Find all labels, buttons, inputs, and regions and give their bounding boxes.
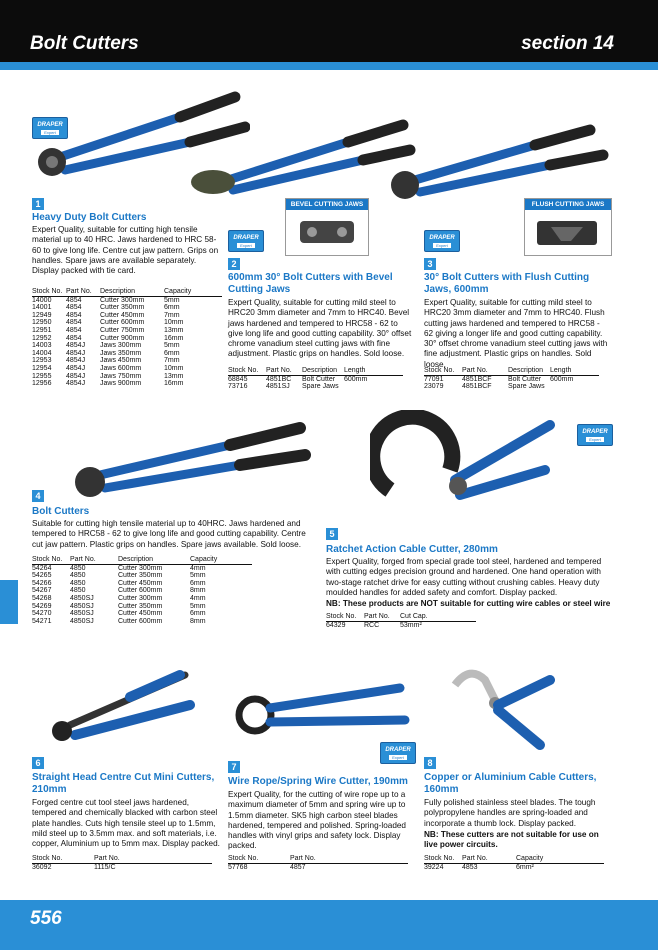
- section-label: section 14: [521, 33, 614, 54]
- table-row: 39224 4853 6mm²: [424, 863, 534, 871]
- table-row: 12955 4854J Jaws 750mm 13mm: [32, 372, 184, 380]
- table-row: 12954 4854J Jaws 600mm 10mm: [32, 364, 184, 372]
- product-title: Wire Rope/Spring Wire Cutter, 190mm: [228, 776, 408, 787]
- page-footer: [0, 900, 658, 950]
- table-row: 77091 4851BCF Bolt Cutter 600mm: [424, 375, 574, 383]
- table-row: 12952 4854 Cutter 900mm 16mm: [32, 334, 184, 342]
- brand-logo: DRAPER Expert: [380, 742, 416, 764]
- table-row: 54269 4850SJ Cutter 350mm 5mm: [32, 602, 206, 610]
- product-description: Suitable for cutting high tensile material up to 40HRC. Jaws hardened and tempered to HRC58 - 62 to give long life and good cutting capability. Centre cut jaw pattern. Plastic grips on handles. Spare jaws available. Sold loose.: [32, 519, 306, 549]
- product-table: [424, 367, 599, 391]
- table-row: 54267 4850 Cutter 600mm 8mm: [32, 587, 206, 595]
- product-title: Bolt Cutters: [32, 506, 90, 517]
- table-header-row: Stock No. Part No. Description Length: [228, 367, 403, 375]
- product-table: [228, 367, 403, 391]
- wire-rope-cutter-image: [225, 670, 415, 750]
- table-row: 54265 4850 Cutter 350mm 5mm: [32, 572, 206, 580]
- bevel-jaws-inset: [285, 198, 369, 256]
- bolt-cutter-image: [60, 410, 320, 500]
- product-number: 8: [424, 757, 436, 769]
- table-row: 68845 4851BC Bolt Cutter 600mm: [228, 375, 368, 383]
- table-row: 14003 4854J Jaws 300mm 5mm: [32, 342, 180, 350]
- product-number: 2: [228, 258, 240, 270]
- brand-logo: DRAPER Expert: [32, 117, 68, 139]
- product-number: 6: [32, 757, 44, 769]
- product-table: [326, 613, 476, 629]
- product-title: 600mm 30° Bolt Cutters with Bevel Cutting Jaws: [228, 272, 393, 295]
- table-header-row: Stock No. Part No.: [32, 855, 212, 863]
- flush-jaws-image: [531, 213, 605, 251]
- table-row: 54268 4850SJ Cutter 300mm 4mm: [32, 594, 206, 602]
- product-table: [32, 855, 212, 871]
- table-row: 73716 4851SJ Spare Jaws: [228, 383, 339, 391]
- table-row: 57768 4857: [228, 863, 306, 871]
- product-note: NB: These cutters are not suitable for use on live power circuits.: [424, 830, 599, 850]
- table-row: 14000 4854 Cutter 300mm 5mm: [32, 296, 180, 304]
- table-row: 23079 4851BCF Spare Jaws: [424, 383, 545, 391]
- brand-logo: DRAPER Expert: [228, 230, 264, 252]
- product-description: Expert Quality, for the cutting of wire rope up to a maximum diameter of 5mm and spring wire up to 1.5mm diameter. SK5 high carbon steel blades hardened, tempered and polished. Spring-loaded handles with vinyl grips and safety lock. Display packed.: [228, 790, 406, 851]
- table-row: 12953 4854J Jaws 450mm 7mm: [32, 357, 180, 365]
- table-row: 14004 4854J Jaws 350mm 6mm: [32, 349, 180, 357]
- product-description: Expert Quality, forged from special grade tool steel, hardened and tempered with cutting edges precision ground and hardened. One hand operation with two-stage ratchet drive for easy cutting without crushing cables. Heavy duty moulded handles for added safety and comfort. Display packed.: [326, 557, 602, 597]
- flush-bolt-cutter-image: [385, 110, 615, 210]
- product-description: Expert Quality, suitable for cutting high tensile material up to 40 HRC. Jaws hardened to HRC 58-60 to give long life. Centre cut jaw pattern. Grips on handles. Spare jaws are available separately. Display packed with tie card.: [32, 225, 219, 276]
- header-stripe: [0, 62, 658, 70]
- page-title: Bolt Cutters: [30, 33, 139, 54]
- product-number: 7: [228, 761, 240, 773]
- product-table: [228, 855, 408, 871]
- side-tab: [0, 580, 18, 624]
- table-header-row: Stock No. Part No. Description Length: [424, 367, 599, 375]
- product-description: Fully polished stainless steel blades. The tough polypropylene handles are spring-loaded and incorporate a thumb lock. Display packed.: [424, 798, 596, 828]
- table-row: 54270 4850SJ Cutter 450mm 6mm: [32, 610, 206, 618]
- table-row: 54271 4850SJ Cutter 600mm 8mm: [32, 617, 206, 625]
- table-row: 12950 4854 Cutter 600mm 10mm: [32, 319, 184, 327]
- product-number: 1: [32, 198, 44, 210]
- brand-logo: DRAPER Expert: [577, 424, 613, 446]
- inset-label: FLUSH CUTTING JAWS: [525, 199, 611, 210]
- table-row: 36092 1115/C: [32, 863, 116, 871]
- bevel-bolt-cutter-image: [188, 100, 418, 200]
- table-header-row: Stock No. Part No. Description Capacity: [32, 288, 222, 296]
- table-row: 64329 RCC 53mm²: [326, 621, 422, 629]
- table-header-row: Stock No. Part No. Description Capacity: [32, 556, 252, 564]
- ratchet-cable-cutter-image: [370, 410, 570, 525]
- product-table: [424, 855, 604, 871]
- page-number: 556: [30, 908, 62, 929]
- table-header-row: Stock No. Part No.: [228, 855, 408, 863]
- product-note: NB: These products are NOT suitable for cutting wire cables or steel wire: [326, 599, 611, 608]
- table-row: 54264 4850 Cutter 300mm 4mm: [32, 564, 206, 572]
- product-title: Copper or Aluminium Cable Cutters, 160mm: [424, 772, 597, 795]
- product-description: Expert Quality, suitable for cutting mild steel to HRC20 3mm diameter and 7mm to HRC40. Bevel jaws hardened and tempered to HRC58 - 62 to give long life and good cutting capability. 30° offset chrome vanadium steel cutting jaws with fine adjustment. Plastic grips on handles. Sold loose.: [228, 298, 412, 359]
- product-table: [32, 288, 222, 388]
- table-row: 12949 4854 Cutter 450mm 7mm: [32, 311, 180, 319]
- table-row: 12951 4854 Cutter 750mm 13mm: [32, 326, 184, 334]
- product-title: Ratchet Action Cable Cutter, 280mm: [326, 544, 498, 555]
- mini-cutter-image: [40, 655, 215, 750]
- flush-jaws-inset: [524, 198, 612, 256]
- product-title: Heavy Duty Bolt Cutters: [32, 212, 147, 223]
- table-row: 12956 4854J Jaws 900mm 16mm: [32, 380, 184, 388]
- product-number: 3: [424, 258, 436, 270]
- product-title: 30° Bolt Cutters with Flush Cutting Jaws, 600mm: [424, 272, 590, 295]
- table-row: 14001 4854 Cutter 350mm 6mm: [32, 304, 180, 312]
- product-number: 4: [32, 490, 44, 502]
- product-number: 5: [326, 528, 338, 540]
- bevel-jaws-image: [292, 213, 362, 251]
- product-title: Straight Head Centre Cut Mini Cutters, 210mm: [32, 772, 215, 795]
- table-header-row: Stock No. Part No. Capacity: [424, 855, 604, 863]
- table-row: 54266 4850 Cutter 450mm 6mm: [32, 579, 206, 587]
- table-header-row: Stock No. Part No. Cut Cap.: [326, 613, 476, 621]
- brand-logo: DRAPER Expert: [424, 230, 460, 252]
- product-description: Expert Quality, suitable for cutting mild steel to HRC20 3mm diameter and 7mm to HRC40. Flush cutting jaws hardened and tempered to HRC58 - 62 giving a longer life and good cutting capability. 30° offset chrome vanadium steel cutting jaws with fine adjustment. Plastic grips on handles. Sold loose.: [424, 298, 608, 369]
- product-table: [32, 556, 252, 625]
- inset-label: BEVEL CUTTING JAWS: [286, 199, 368, 210]
- cable-cutter-image: [440, 655, 560, 755]
- product-description: Forged centre cut tool steel jaws hardened, tempered and chemically blacked with carbon steel plate handles. Cuts high tensile steel up to 1.5mm, mild steel up to 3.5mm max. and soft materials, i.e. copper, Aluminium up to 5mm max. Display packed.: [32, 798, 220, 849]
